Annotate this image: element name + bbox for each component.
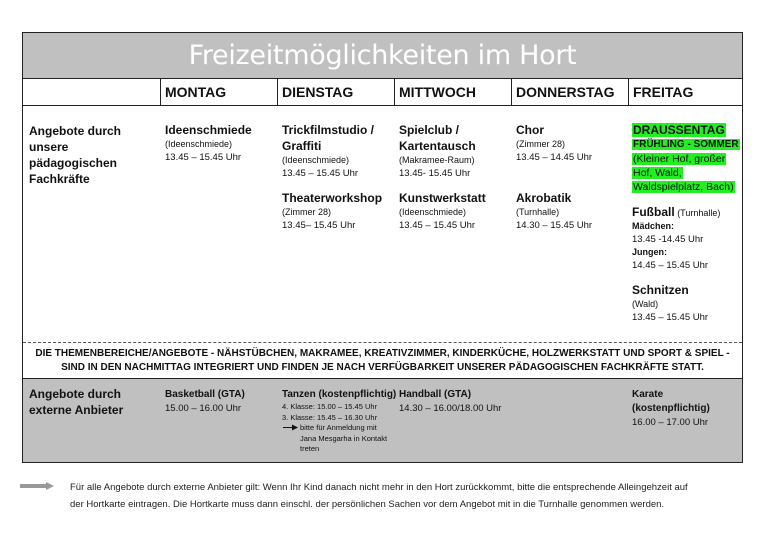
activity-name: Trickfilmstudio / <box>282 123 375 137</box>
footer-note <box>70 479 770 513</box>
note-line: bitte für Anmeldung mit <box>300 423 377 432</box>
notice-line: DIE THEMENBEREICHE/ANGEBOTE - NÄHSTÜBCHEN, MAKRAMEE, KREATIVZIMMER, KINDERKÜCHE, HOLZWERKSTATT UND SPORT & SPIEL - <box>35 348 730 359</box>
activity-name: Fußball <box>632 205 675 219</box>
activity-room: (Ideenschmiede) <box>282 155 350 165</box>
activity-name: Handball (GTA) <box>399 389 472 400</box>
activity-name: Graffiti <box>282 139 322 153</box>
class-time: 3. Klasse: 15.45 – 16.30 Uhr <box>282 412 378 422</box>
activity-name: Kartentausch <box>399 139 476 153</box>
activity-room: (Ideenschmiede) <box>399 207 467 217</box>
external-offers-label <box>29 386 159 418</box>
note-line: treten <box>300 444 320 453</box>
class-time: 4. Klasse: 15.00 – 15.45 Uhr <box>282 402 378 411</box>
registration-note <box>282 423 397 455</box>
label-line: Fachkräfte <box>29 172 90 186</box>
page-title: Freizeitmöglichkeiten im Hort <box>188 40 577 71</box>
activity-name: Akrobatik <box>516 191 572 205</box>
arrow-right-icon <box>20 482 54 490</box>
label-line: externe Anbieter <box>29 403 124 417</box>
activity-room: (Zimmer 28) <box>516 139 565 149</box>
schedule-document <box>22 32 743 463</box>
label-line: Angebote durch <box>29 124 121 138</box>
notice-line: SIND IN DEN NACHMITTAG INTEGRIERT UND FINDEN JE NACH VERFÜGBARKEIT UNSERER PÄDAGOGISCHEN FACHKRÄFTE STATT. <box>61 362 704 373</box>
internal-offers-section <box>23 106 742 343</box>
draussentag-places: Hof, Wald, <box>633 167 682 179</box>
draussentag-title: DRAUSSENTAG <box>633 123 725 137</box>
note-line: Jana Mesgarha in Kontakt <box>300 433 388 443</box>
day-header-row <box>23 79 742 106</box>
activity-time: 16.00 – 17.00 Uhr <box>632 417 709 428</box>
montag-external <box>165 388 277 415</box>
label-line: unsere pädagogischen <box>29 140 118 170</box>
girls-label: Mädchen: <box>632 221 675 231</box>
activity-room: (Turnhalle) <box>516 207 560 217</box>
activity-name: Tanzen (kostenpflichtig) <box>282 389 397 400</box>
day-header-donnerstag: DONNERSTAG <box>511 79 628 105</box>
day-header-dienstag: DIENSTAG <box>277 79 394 105</box>
activity-time: 14.30 – 16.00/18.00 Uhr <box>399 403 502 414</box>
activity-time: 13.45 – 15.45 Uhr <box>399 220 476 231</box>
draussentag-places: Waldspielplatz, Bach) <box>633 181 734 193</box>
donnerstag-internal <box>516 122 628 232</box>
activity-name: Schnitzen <box>632 283 689 297</box>
freitag-internal <box>632 122 740 324</box>
activity-room: (Zimmer 28) <box>282 207 331 217</box>
external-offers-section <box>23 379 742 462</box>
draussentag-season: FRÜHLING - SOMMER <box>633 139 739 150</box>
activity-room: (Makramee-Raum) <box>399 155 475 165</box>
boys-label: Jungen: <box>632 247 667 257</box>
mittwoch-internal <box>399 122 511 232</box>
activity-time: 13.45 – 15.45 Uhr <box>632 312 709 323</box>
mittwoch-external <box>399 388 524 415</box>
activity-time: 13.45 – 15.45 Uhr <box>165 152 242 163</box>
day-header-freitag: FREITAG <box>628 79 742 105</box>
freitag-external <box>632 388 742 429</box>
draussentag-places: (Kleiner Hof, großer <box>633 153 726 165</box>
title-band <box>23 33 742 79</box>
activity-time: 13.45- 15.45 Uhr <box>399 168 471 179</box>
schnitzen-block <box>632 282 740 324</box>
day-header-mittwoch: MITTWOCH <box>394 79 511 105</box>
montag-internal <box>165 122 277 164</box>
activity-name: Chor <box>516 123 544 137</box>
activity-time: 14.30 – 15.45 Uhr <box>516 220 593 231</box>
arrow-right-icon <box>283 424 299 431</box>
activity-name: Basketball (GTA) <box>165 389 245 400</box>
activity-name: Kunstwerkstatt <box>399 191 486 205</box>
activity-room: (Ideenschmiede) <box>165 139 233 149</box>
day-header-montag: MONTAG <box>160 79 277 105</box>
activity-room: (Wald) <box>632 299 659 309</box>
footer-line: der Hortkarte eintragen. Die Hortkarte muss dann einschl. der persönlichen Sachen vor dem Angebot mit in die Turnhalle genommen werden. <box>70 499 665 510</box>
draussentag-block <box>632 122 740 194</box>
dienstag-external <box>282 388 397 455</box>
activity-name: Karate (kostenpflichtig) <box>632 389 710 414</box>
activity-time: 13.45 – 14.45 Uhr <box>516 152 593 163</box>
boys-time: 14.45 – 15.45 Uhr <box>632 260 709 271</box>
activity-time: 15.00 – 16.00 Uhr <box>165 403 242 414</box>
fussball-block <box>632 204 740 272</box>
notice-banner <box>23 343 742 379</box>
activity-time: 13.45 – 15.45 Uhr <box>282 168 359 179</box>
dienstag-internal <box>282 122 394 232</box>
activity-name: Ideenschmiede <box>165 123 252 137</box>
internal-offers-label <box>29 123 159 187</box>
activity-name: Theaterworkshop <box>282 191 383 205</box>
girls-time: 13.45 -14.45 Uhr <box>632 234 704 245</box>
activity-room: (Turnhalle) <box>677 208 721 218</box>
label-line: Angebote durch <box>29 387 121 401</box>
activity-name: Spielclub / <box>399 123 460 137</box>
footer-line: Für alle Angebote durch externe Anbieter gilt: Wenn Ihr Kind danach nicht mehr in den Hort zurückkommt, bitte die entsprechende Alleingehzeit auf <box>70 482 688 493</box>
activity-time: 13.45– 15.45 Uhr <box>282 220 356 231</box>
